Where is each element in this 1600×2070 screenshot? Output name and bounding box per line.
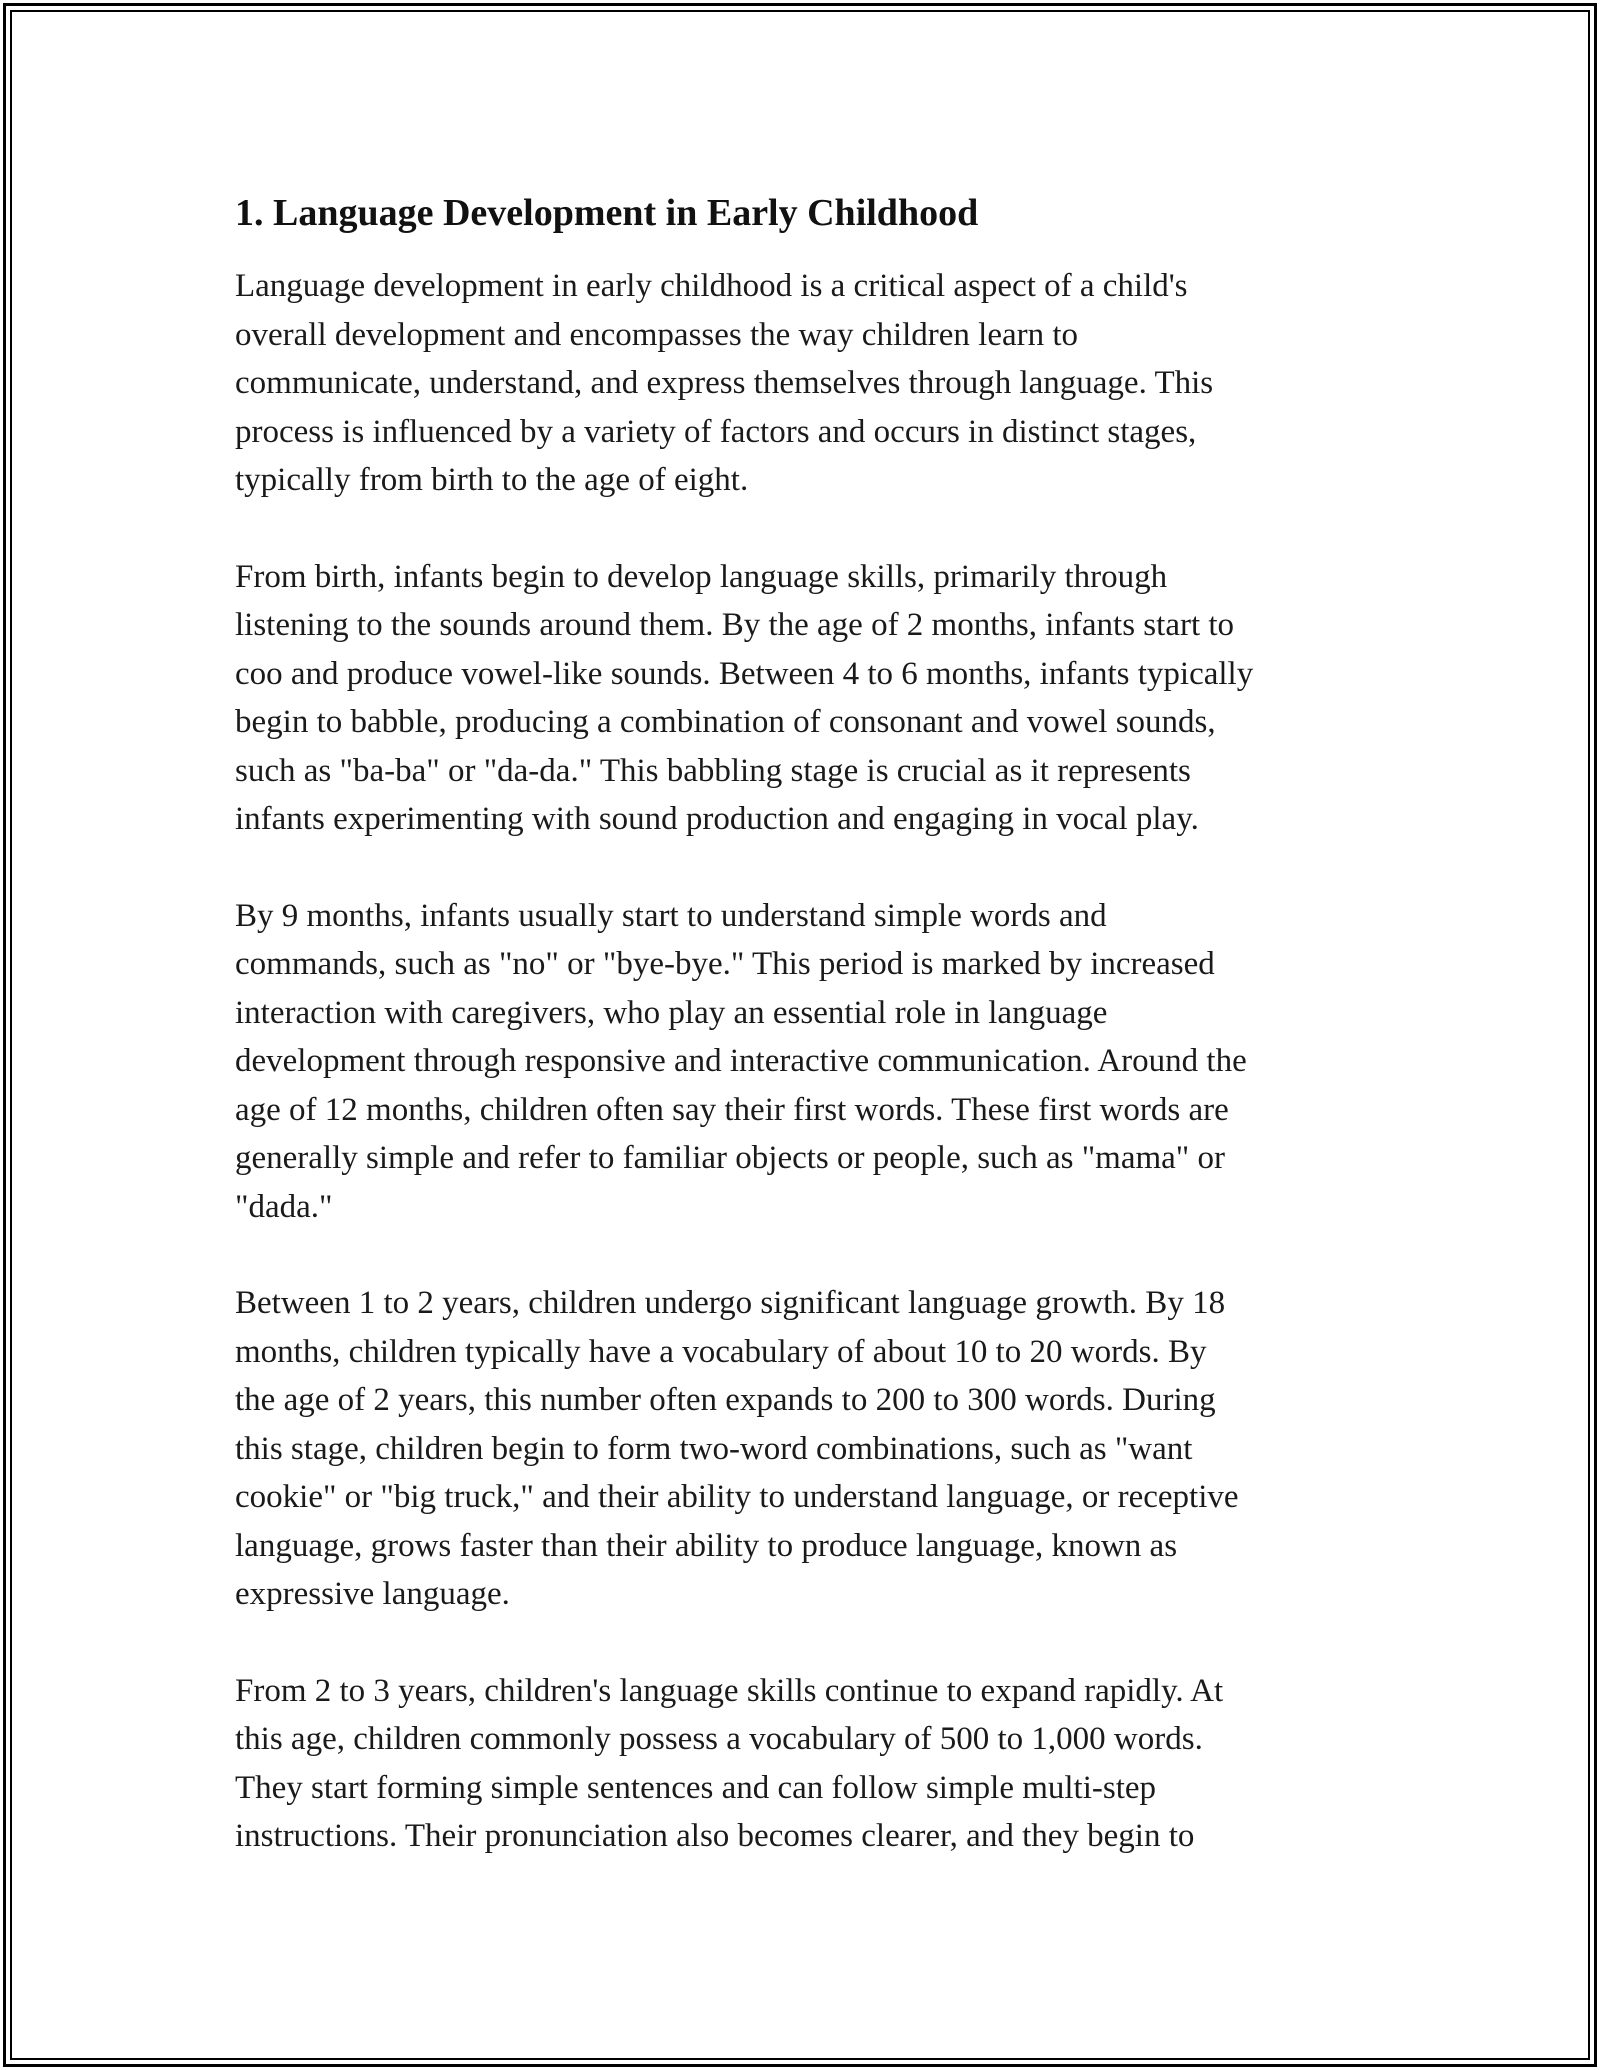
paragraph-intro: Language development in early childhood is a critical aspect of a child's overall development and encompasses the way children learn to communicate, understand, and express themselves through language. This process is influenced by a variety of factors and occurs in distinct stages, typically from birth to the age of eight. [235, 268, 1214, 498]
section-heading: 1. Language Development in Early Childhood [235, 192, 979, 234]
paragraph-birth: From birth, infants begin to develop language skills, primarily through listening to the sounds around them. By the age of 2 months, infants start to coo and produce vowel-like sounds. Between 4 to 6 months, infants typically begin to babble, producing a combination of consonant and vowel sounds, such as "ba-ba" or "da-da." This babbling stage is crucial as it represents infants experimenting with sound production and engaging in vocal play. [235, 558, 1254, 837]
paragraph-nine-months: By 9 months, infants usually start to understand simple words and commands, such as "no" or "bye-bye." This period is marked by increased interaction with caregivers, who play an essential role in language development through responsive and interactive communication. Around the age of 12 months, children often say their first words. These first words are generally simple and refer to familiar objects or people, such as "mama" or "dada." [235, 897, 1247, 1225]
paragraph-one-to-two-years: Between 1 to 2 years, children undergo significant language growth. By 18 months, children typically have a vocabulary of about 10 to 20 words. By the age of 2 years, this number often expands to 200 to 300 words. During this stage, children begin to form two-word combinations, such as "want cookie" or "big truck," and their ability to understand language, or receptive language, grows faster than their ability to produce language, known as expressive language. [235, 1285, 1239, 1612]
document-body [235, 188, 1385, 1861]
paragraph-two-to-three-years: From 2 to 3 years, children's language skills continue to expand rapidly. At this age, children commonly possess a vocabulary of 500 to 1,000 words. They start forming simple sentences and can follow simple multi-step instructions. Their pronunciation also becomes clearer, and they begin to [235, 1672, 1224, 1854]
